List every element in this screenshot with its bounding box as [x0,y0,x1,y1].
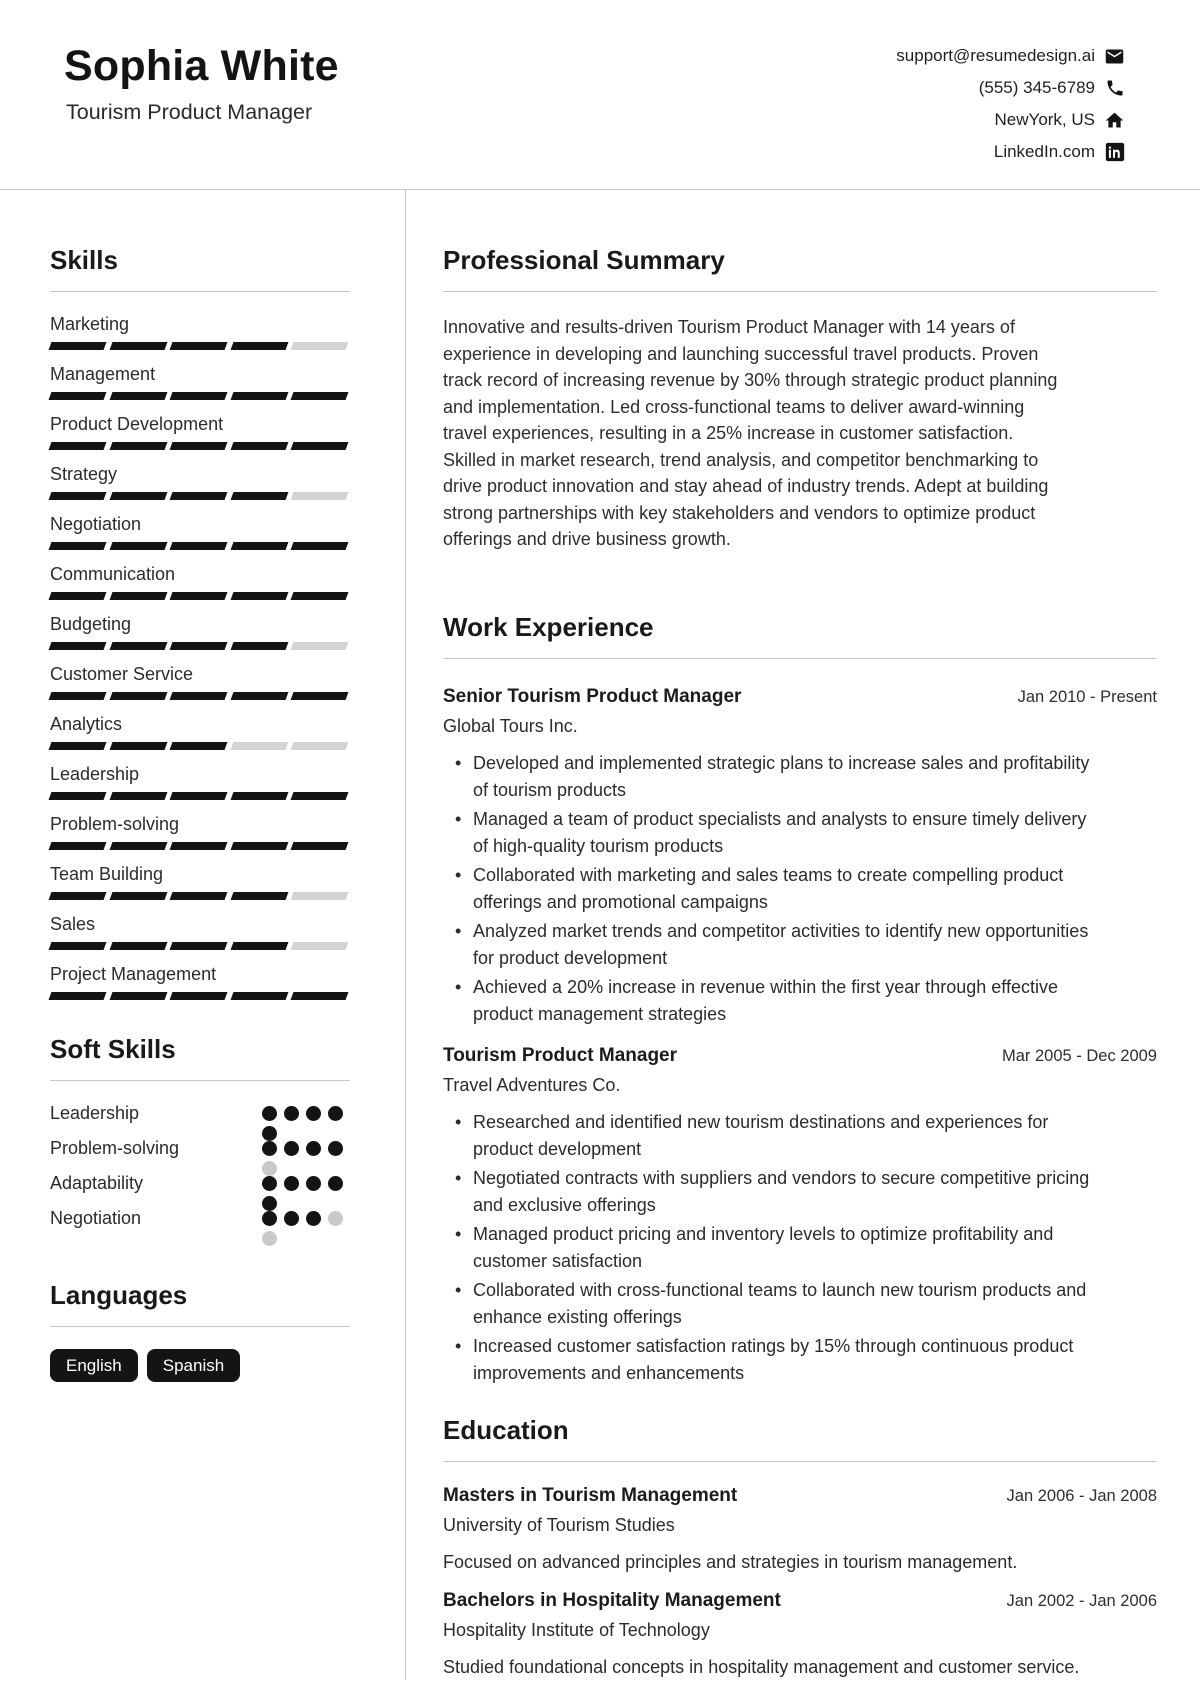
education-description: Focused on advanced principles and strategies in tourism management. [443,1551,1018,1572]
contact-text: (555) 345-6789 [978,78,1095,97]
skill-bar-segment [291,342,349,350]
skill-bar [50,342,347,350]
skill-label: Leadership [50,764,140,784]
rating-dot [284,1106,299,1121]
skill-bar-segment [109,792,167,800]
rating-dot [284,1211,299,1226]
skill-label: Marketing [50,314,130,334]
skill-item [50,714,350,750]
education-header [443,1589,1157,1613]
job [443,1044,1157,1387]
sidebar [50,247,350,1382]
contact-list [896,45,1125,163]
skill-item [50,864,350,900]
language-badge: Spanish [147,1349,240,1382]
skills-rule [50,291,350,292]
job-bullet: • Managed a team of product specialists and analysts to ensure timely delivery of high-quality tourism products [443,806,1095,860]
rating-dot [306,1211,321,1226]
job-company: Global Tours Inc. [443,715,578,736]
skill-bar-segment [49,842,107,850]
skill-bar-segment [170,942,228,950]
skill-bar-segment [291,792,349,800]
skill-bar-segment [109,442,167,450]
work-rule [443,658,1157,659]
education-date: Jan 2002 - Jan 2006 [1006,1591,1157,1610]
skill-bar-segment [170,542,228,550]
rating-dot [262,1196,277,1211]
skill-bar-segment [170,592,228,600]
education-item [443,1484,1157,1575]
main-column [443,247,1157,1680]
summary-text: Innovative and results-driven Tourism Product Manager with 14 years of experience in developing and launching successful travel products. Proven track record of increasing revenue by 30% through strategic product planning and implementation. Led cross-functional teams to deliver award-winning travel experiences, resulting in a 25% increase in customer satisfaction. Skilled in market research, trend analysis, and competitor benchmarking to drive product innovation and stay ahead of industry trends. Adept at building strong partnerships with key stakeholders and vendors to optimize product offerings and drive business growth. [443,317,1058,549]
section-summary [443,247,1157,553]
contact-text: support@resumedesign.ai [896,46,1095,65]
soft-skill-row [50,1096,350,1131]
skill-bar-segment [109,692,167,700]
job-bullets [443,1109,1157,1387]
skill-bar-segment [291,542,349,550]
skill-label: Problem-solving [50,814,180,834]
skill-bar [50,642,347,650]
skill-bar [50,892,347,900]
job [443,685,1157,1028]
section-skills [50,247,350,1000]
skill-label: Customer Service [50,664,194,684]
skill-bar-segment [291,892,349,900]
education-list [443,1484,1157,1680]
column-divider [405,190,406,1680]
skill-bar-segment [109,392,167,400]
skill-bar-segment [291,642,349,650]
skill-item [50,464,350,500]
rating-dot [262,1126,277,1141]
skill-bar-segment [49,792,107,800]
skill-item [50,514,350,550]
skill-bar-segment [291,942,349,950]
skill-bar-segment [230,392,288,400]
skill-item [50,814,350,850]
education-rule [443,1461,1157,1462]
rating-dot [306,1176,321,1191]
person-name: Sophia White [64,42,339,90]
skill-bar-segment [109,342,167,350]
summary-rule [443,291,1157,292]
skill-bar-segment [109,492,167,500]
education-heading: Education [443,1414,569,1445]
soft-skill-dots [262,1141,350,1176]
section-languages [50,1282,350,1382]
skill-bar-segment [230,942,288,950]
skill-bar-segment [230,692,288,700]
skill-label: Project Management [50,964,217,984]
skill-bar-segment [170,492,228,500]
skill-bar-segment [109,542,167,550]
rating-dot [262,1176,277,1191]
skill-item [50,964,350,1000]
skill-label: Management [50,364,156,384]
language-badge: English [50,1349,138,1382]
rating-dot [328,1176,343,1191]
skill-bar [50,992,347,1000]
soft-skill-dots [262,1211,350,1246]
skill-bar-segment [49,742,107,750]
job-bullet: • Achieved a 20% increase in revenue within the first year through effective product management strategies [443,974,1095,1028]
skill-bar [50,942,347,950]
contact-text: NewYork, US [994,110,1095,129]
job-bullet: • Managed product pricing and inventory levels to optimize profitability and customer satisfaction [443,1221,1095,1275]
skill-bar-segment [109,592,167,600]
contact-row [896,45,1125,67]
skill-bar-segment [49,942,107,950]
skill-bar-segment [49,492,107,500]
skill-bar [50,542,347,550]
skill-item [50,914,350,950]
skill-item [50,364,350,400]
summary-heading: Professional Summary [443,245,725,275]
skill-bar-segment [170,392,228,400]
job-company: Travel Adventures Co. [443,1074,621,1095]
rating-dot [284,1176,299,1191]
job-bullet: • Collaborated with marketing and sales teams to create compelling product offerings and promotional campaigns [443,862,1095,916]
header [0,0,1200,190]
languages-rule [50,1326,350,1327]
jobs-list [443,685,1157,1387]
job-title: Senior Tourism Product Manager [443,685,742,707]
skill-bar [50,742,347,750]
skill-bar-segment [230,892,288,900]
skill-bar-segment [230,592,288,600]
rating-dot [306,1106,321,1121]
skill-bar-segment [230,792,288,800]
skill-bar-segment [230,842,288,850]
school-name: Hospitality Institute of Technology [443,1619,710,1640]
skill-bar-segment [291,992,349,1000]
skill-bar [50,392,347,400]
education-item [443,1589,1157,1680]
skill-bar-segment [49,442,107,450]
degree-title: Masters in Tourism Management [443,1484,738,1506]
rating-dot [284,1141,299,1156]
skill-bar-segment [291,742,349,750]
skill-bar-segment [170,642,228,650]
skill-bar-segment [230,992,288,1000]
skill-bar-segment [49,392,107,400]
languages-list [50,1349,350,1382]
degree-title: Bachelors in Hospitality Management [443,1589,781,1611]
skill-bar-segment [170,792,228,800]
skill-bar [50,792,347,800]
skill-bar [50,692,347,700]
skill-bar-segment [230,342,288,350]
work-heading: Work Experience [443,611,654,642]
home-icon [1104,110,1125,131]
job-bullet: • Collaborated with cross-functional teams to launch new tourism products and enhance existing offerings [443,1277,1095,1331]
skill-label: Team Building [50,864,164,884]
skill-bar-segment [170,442,228,450]
job-bullet: • Analyzed market trends and competitor activities to identify new opportunities for product development [443,918,1095,972]
job-header [443,685,1157,709]
body-columns [0,190,1200,1680]
soft-skill-dots [262,1106,350,1141]
skill-bar-segment [49,342,107,350]
skill-item [50,314,350,350]
skill-label: Budgeting [50,614,132,634]
rating-dot [262,1141,277,1156]
skill-bar-segment [291,392,349,400]
school-name: University of Tourism Studies [443,1514,675,1535]
skill-bar-segment [230,542,288,550]
skill-bar-segment [291,692,349,700]
job-bullet: • Developed and implemented strategic plans to increase sales and profitability of tourism products [443,750,1095,804]
soft-skill-label: Problem-solving [50,1138,180,1158]
rating-dot [328,1211,343,1226]
section-education [443,1414,1157,1680]
skill-bar [50,442,347,450]
rating-dot [262,1231,277,1246]
skill-bar-segment [230,492,288,500]
skill-bar-segment [230,742,288,750]
job-bullet: • Negotiated contracts with suppliers and vendors to secure competitive pricing and exclusive offerings [443,1165,1095,1219]
section-work-experience [443,611,1157,1387]
skill-label: Strategy [50,464,118,484]
skill-bar-segment [230,442,288,450]
skill-bar-segment [230,642,288,650]
skill-bar [50,842,347,850]
rating-dot [306,1141,321,1156]
job-date: Mar 2005 - Dec 2009 [1001,1046,1157,1065]
contact-row [979,77,1125,99]
skill-label: Communication [50,564,176,584]
skill-label: Sales [50,914,96,934]
rating-dot [262,1161,277,1176]
skill-label: Negotiation [50,514,142,534]
skill-bar-segment [170,342,228,350]
skill-bar-segment [109,842,167,850]
skill-bar-segment [109,642,167,650]
skill-bar [50,492,347,500]
skill-bar-segment [109,942,167,950]
languages-heading: Languages [50,1280,188,1310]
rating-dot [262,1106,277,1121]
skill-bar [50,592,347,600]
skill-bar-segment [49,642,107,650]
skill-bar-segment [170,692,228,700]
skill-item [50,764,350,800]
job-bullet: • Researched and identified new tourism destinations and experiences for product development [443,1109,1095,1163]
soft-skill-label: Leadership [50,1103,140,1123]
email-icon [1104,46,1125,67]
contact-text: LinkedIn.com [993,142,1095,161]
skill-bar-segment [49,892,107,900]
skill-bar-segment [291,492,349,500]
linkedin-icon [1104,142,1125,163]
skill-bar-segment [291,442,349,450]
skill-item [50,614,350,650]
contact-row [995,109,1125,131]
contact-row [994,141,1125,163]
skill-bar-segment [49,542,107,550]
skill-bar-segment [170,742,228,750]
job-bullets [443,750,1157,1028]
skills-heading: Skills [50,245,118,275]
job-date: Jan 2010 - Present [1017,687,1157,706]
education-date: Jan 2006 - Jan 2008 [1006,1486,1157,1505]
skill-bar-segment [170,992,228,1000]
section-soft-skills [50,1036,350,1236]
soft-skill-label: Adaptability [50,1173,144,1193]
skill-item [50,414,350,450]
skill-bar-segment [109,892,167,900]
job-bullet: • Increased customer satisfaction ratings by 15% through continuous product improvements and enhancements [443,1333,1095,1387]
rating-dot [328,1141,343,1156]
skill-bar-segment [291,842,349,850]
skill-bar-segment [49,592,107,600]
education-header [443,1484,1157,1508]
skill-label: Product Development [50,414,224,434]
soft-skill-label: Negotiation [50,1208,142,1228]
job-title: Tourism Product Manager [443,1044,678,1066]
skill-label: Analytics [50,714,123,734]
job-header [443,1044,1157,1068]
phone-icon [1104,78,1125,99]
skill-item [50,664,350,700]
skills-list [50,314,350,1000]
rating-dot [262,1211,277,1226]
skill-bar-segment [291,592,349,600]
skill-bar-segment [170,842,228,850]
soft-skills-list [50,1096,350,1236]
skill-bar-segment [109,742,167,750]
soft-skills-rule [50,1080,350,1081]
rating-dot [328,1106,343,1121]
education-description: Studied foundational concepts in hospitality management and customer service. [443,1656,1080,1677]
skill-bar-segment [170,892,228,900]
skill-bar-segment [49,992,107,1000]
skill-bar-segment [109,992,167,1000]
soft-skills-heading: Soft Skills [50,1034,176,1064]
skill-item [50,564,350,600]
soft-skill-dots [262,1176,350,1211]
person-headline: Tourism Product Manager [66,100,313,124]
skill-bar-segment [49,692,107,700]
